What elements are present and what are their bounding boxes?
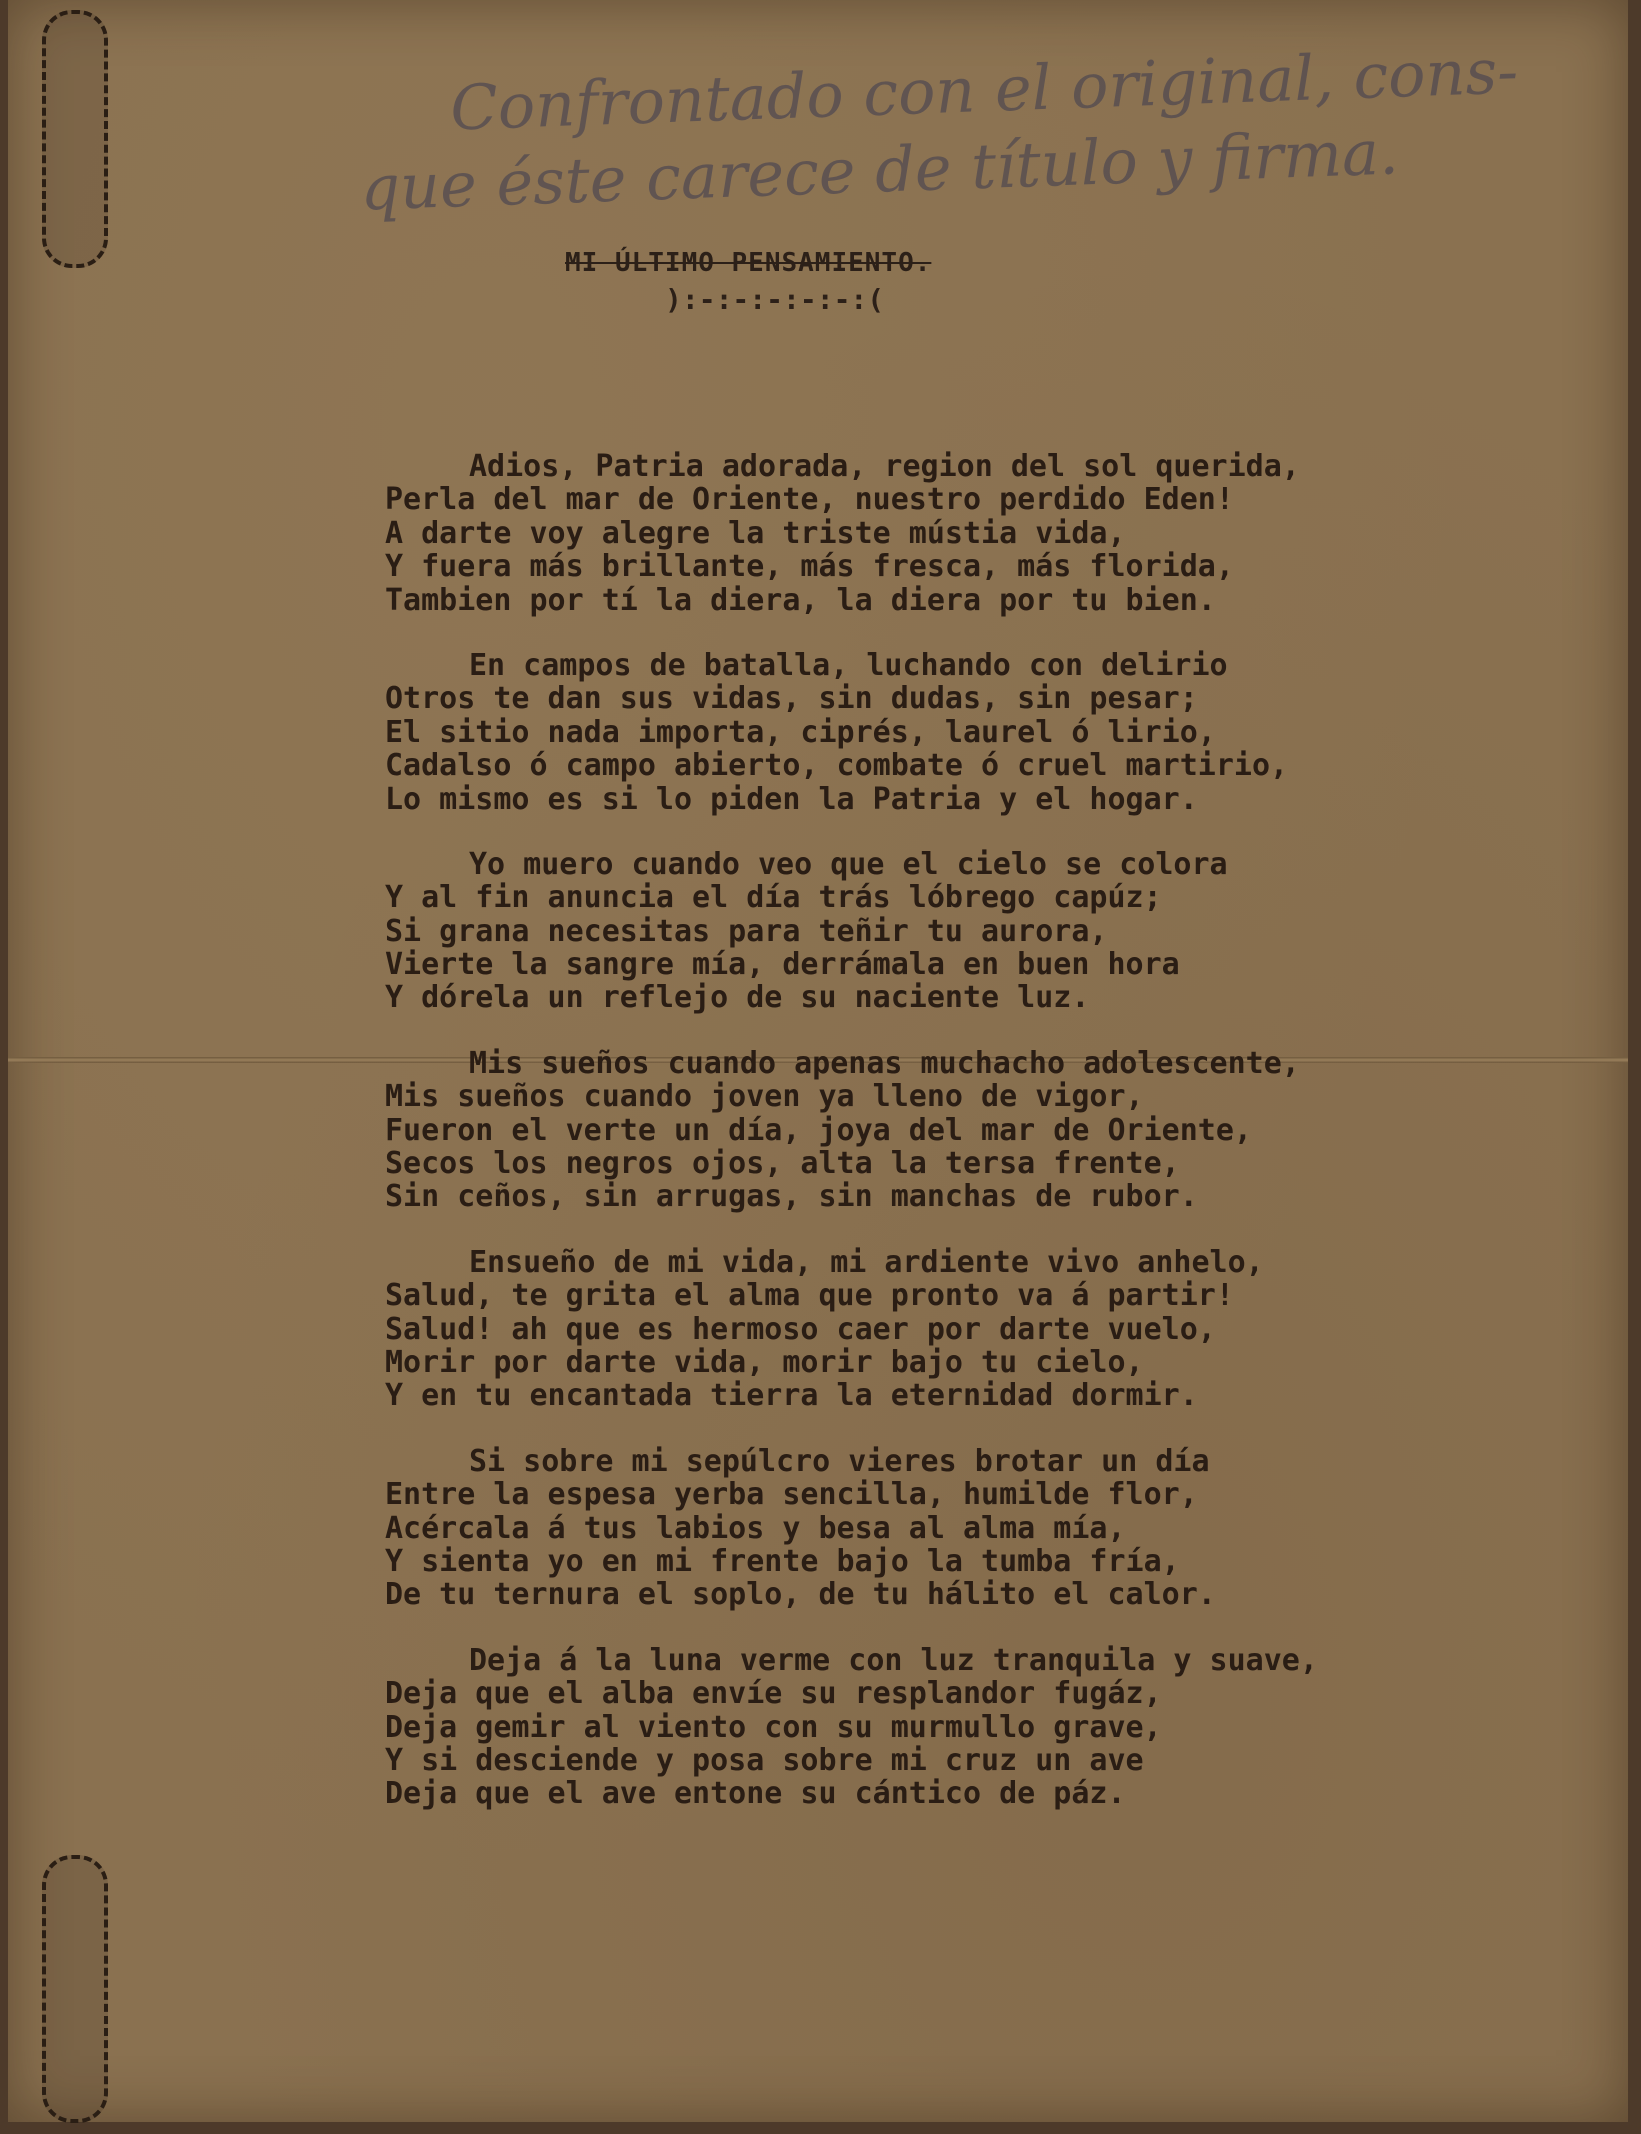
binder-hole-bottom [42,1855,108,2123]
poem-line: Lo mismo es si lo piden la Patria y el hogar. [385,781,1198,817]
poem-line: Cadalso ó campo abierto, combate ó cruel martirio, [385,748,1289,784]
handwritten-note-line-2: que éste carece de título y firma. [359,115,1400,225]
handwritten-note-line-1: Confrontado con el original, cons- [449,34,1520,145]
title-ornament: ):-:-:-:-:-:( [665,283,885,316]
poem-line: Entre la espesa yerba sencilla, humilde flor, [385,1477,1198,1513]
poem-line: Deja gemir al viento con su murmullo grave, [385,1709,1162,1745]
poem-line: Yo muero cuando veo que el cielo se colora [469,846,1228,882]
poem-line: Mis sueños cuando joven ya lleno de vigor, [385,1079,1144,1115]
poem-line: Y fuera más brillante, más fresca, más florida, [385,549,1234,585]
stanza [385,848,1445,1015]
poem-line: Otros te dan sus vidas, sin dudas, sin pesar; [385,681,1198,717]
poem-line: Deja que el ave entone su cántico de páz. [385,1776,1126,1812]
stanza [385,1644,1445,1811]
poem-line: Deja á la luna verme con luz tranquila y suave, [469,1642,1318,1678]
poem-line: En campos de batalla, luchando con delirio [469,647,1228,683]
poem-line: Morir por darte vida, morir bajo tu cielo, [385,1344,1144,1380]
binder-hole-top [42,10,108,268]
stanza [385,1047,1445,1214]
poem-body [385,450,1445,1843]
poem-line: Tambien por tí la diera, la diera por tu bien. [385,582,1216,618]
stanza [385,450,1445,617]
poem-line: Si sobre mi sepúlcro vieres brotar un día [469,1443,1210,1479]
poem-line: Perla del mar de Oriente, nuestro perdido Eden! [385,482,1234,518]
poem-line: Y si desciende y posa sobre mi cruz un ave [385,1742,1144,1778]
poem-line: Sin ceños, sin arrugas, sin manchas de rubor. [385,1179,1198,1215]
poem-line: Deja que el alba envíe su resplandor fugáz, [385,1676,1162,1712]
poem-line: Salud! ah que es hermoso caer por darte vuelo, [385,1311,1216,1347]
poem-line: A darte voy alegre la triste mústia vida, [385,515,1126,551]
poem-line: Y sienta yo en mi frente bajo la tumba fría, [385,1543,1180,1579]
poem-line: Acércala á tus labios y besa al alma mía, [385,1510,1126,1546]
poem-line: Y en tu encantada tierra la eternidad dormir. [385,1378,1198,1414]
poem-line: Mis sueños cuando apenas muchacho adolescente, [469,1045,1300,1081]
poem-line: Ensueño de mi vida, mi ardiente vivo anhelo, [469,1244,1264,1280]
poem-line: Fueron el verte un día, joya del mar de Oriente, [385,1112,1252,1148]
poem-line: Si grana necesitas para teñir tu aurora, [385,913,1108,949]
poem-line: Y dórela un reflejo de su naciente luz. [385,980,1090,1016]
stanza [385,1246,1445,1413]
stanza [385,1445,1445,1612]
poem-line: Vierte la sangre mía, derrámala en buen hora [385,947,1180,983]
poem-line: Adios, Patria adorada, region del sol querida, [469,449,1300,484]
stanza [385,649,1445,816]
poem-line: De tu ternura el soplo, de tu hálito el calor. [385,1577,1216,1613]
poem-line: Y al fin anuncia el día trás lóbrego capúz; [385,880,1162,916]
poem-line: Salud, te grita el alma que pronto va á partir! [385,1278,1234,1314]
poem-line: El sitio nada importa, ciprés, laurel ó lirio, [385,714,1216,750]
poem-title: MI ÚLTIMO PENSAMIENTO. [565,248,932,278]
poem-line: Secos los negros ojos, alta la tersa frente, [385,1146,1180,1182]
